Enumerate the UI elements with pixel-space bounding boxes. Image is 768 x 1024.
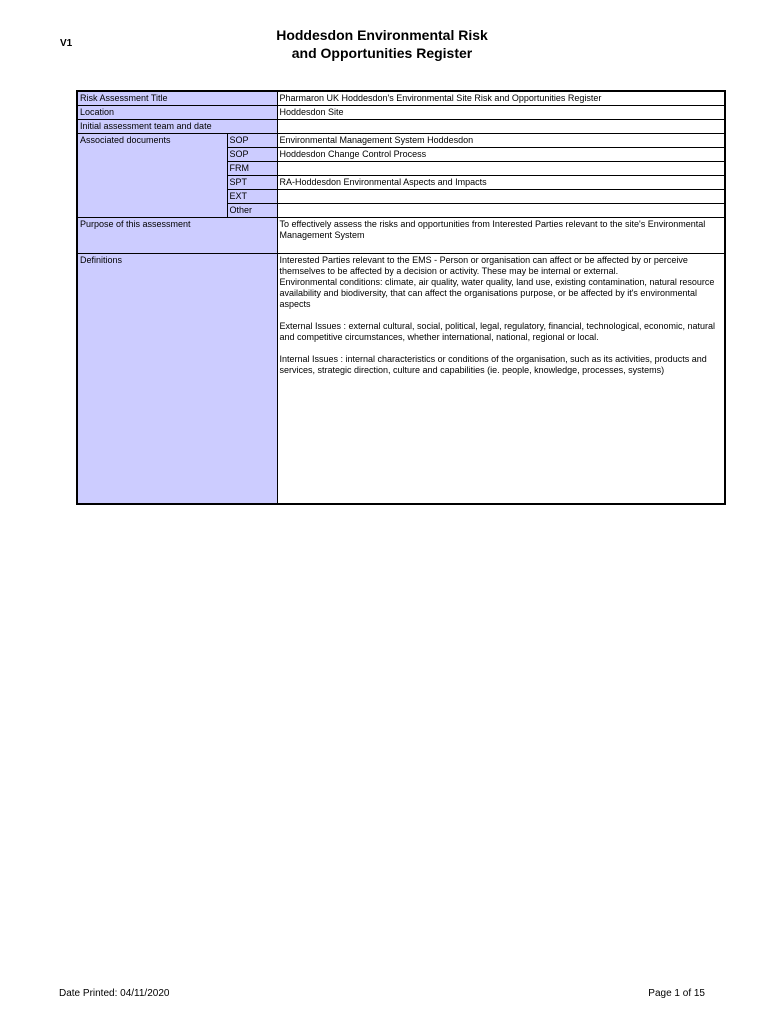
document-value: RA-Hoddesdon Environmental Aspects and Impacts (277, 176, 725, 190)
page-number: Page 1 of 15 (648, 988, 705, 999)
location-label: Location (77, 106, 277, 120)
version-label: V1 (60, 38, 73, 49)
document-value (277, 204, 725, 218)
document-type: SPT (227, 176, 277, 190)
definition-external-issues: External Issues : external cultural, social, political, legal, regulatory, financial, technological, economic, natural and competitive circumstances, whether international, national, regional or local. (279, 321, 716, 342)
definition-internal-issues: Internal Issues : internal characteristics or conditions of the organisation, such as its activities, products and services, strategic direction, culture and capabilities (ie. people, knowledge, processes, systems) (279, 354, 707, 375)
title-line-1: Hoddesdon Environmental Risk (276, 27, 488, 43)
document-value: Hoddesdon Change Control Process (277, 148, 725, 162)
location-value: Hoddesdon Site (277, 106, 725, 120)
risk-title-value: Pharmaron UK Hoddesdon's Environmental Site Risk and Opportunities Register (277, 91, 725, 106)
team-value (277, 120, 725, 134)
register-info-table (76, 90, 726, 505)
document-value (277, 190, 725, 204)
table-row (77, 91, 725, 106)
table-row (77, 134, 725, 148)
purpose-label: Purpose of this assessment (77, 218, 277, 254)
date-printed: Date Printed: 04/11/2020 (59, 988, 170, 999)
table-row (77, 120, 725, 134)
document-value: Environmental Management System Hoddesdon (277, 134, 725, 148)
table-row (77, 254, 725, 504)
table-row (77, 218, 725, 254)
purpose-value: To effectively assess the risks and opportunities from Interested Parties relevant to the site's Environmental Management System (277, 218, 725, 254)
page-title (200, 26, 564, 62)
definition-interested-parties: Interested Parties relevant to the EMS - Person or organisation can affect or be affected by or perceive themselves to be affected by a decision or activity. These may be internal or external. (279, 255, 688, 276)
risk-title-label: Risk Assessment Title (77, 91, 277, 106)
definitions-value (277, 254, 725, 504)
definition-environmental-conditions: Environmental conditions: climate, air quality, water quality, land use, existing contamination, natural resource availability and biodiversity, that can affect the organisations purpose, or be affected by it's environmental aspects (279, 277, 715, 309)
team-label: Initial assessment team and date (77, 120, 277, 134)
document-type: EXT (227, 190, 277, 204)
definitions-label: Definitions (77, 254, 277, 504)
document-type: FRM (227, 162, 277, 176)
document-type: Other (227, 204, 277, 218)
table-row (77, 106, 725, 120)
associated-documents-label: Associated documents (77, 134, 227, 218)
title-line-2: and Opportunities Register (291, 45, 473, 61)
document-value (277, 162, 725, 176)
document-type: SOP (227, 134, 277, 148)
document-type: SOP (227, 148, 277, 162)
